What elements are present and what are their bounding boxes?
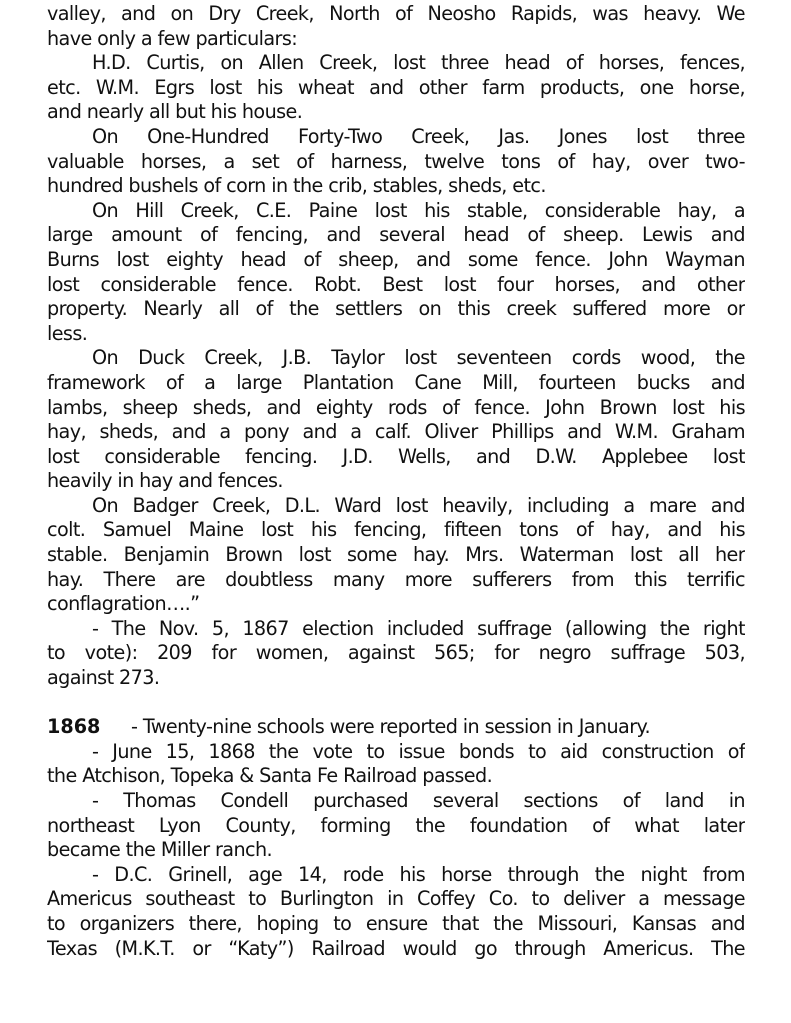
year-section-1868 bbox=[47, 715, 745, 961]
text-line: etc. W.M. Egrs lost his wheat and other farm products, one horse, bbox=[47, 75, 745, 99]
text-line: On Hill Creek, C.E. Paine lost his stable, considerable hay, a bbox=[92, 198, 745, 222]
text-line: H.D. Curtis, on Allen Creek, lost three head of horses, fences, bbox=[92, 51, 745, 75]
text-line: the Atchison, Topeka & Santa Fe Railroad passed. bbox=[47, 764, 493, 788]
paragraph bbox=[47, 617, 745, 691]
text-line: property. Nearly all of the settlers on this creek suffered more or bbox=[47, 297, 745, 321]
text-line: - June 15, 1868 the vote to issue bonds to aid construction of bbox=[92, 739, 745, 763]
text-line: large amount of fencing, and several head of sheep. Lewis and bbox=[47, 223, 745, 247]
paragraph bbox=[47, 494, 745, 617]
text-line: against 273. bbox=[47, 666, 160, 690]
text-line: stable. Benjamin Brown lost some hay. Mrs. Waterman lost all her bbox=[47, 543, 745, 567]
paragraph bbox=[47, 2, 745, 51]
text-line: Texas (M.K.T. or “Katy”) Railroad would go through Americus. The bbox=[47, 936, 745, 960]
text-line: less. bbox=[47, 321, 88, 345]
text-line: - Thomas Condell purchased several sections of land in bbox=[92, 789, 745, 812]
text-line: to vote): 209 for women, against 565; for negro suffrage 503, bbox=[47, 641, 745, 665]
document-page bbox=[47, 2, 745, 961]
text-line: framework of a large Plantation Cane Mill, fourteen bucks and bbox=[47, 370, 745, 394]
text-line: On Duck Creek, J.B. Taylor lost seventeen cords wood, the bbox=[92, 346, 745, 370]
text-line: - D.C. Grinell, age 14, rode his horse through the night from bbox=[92, 862, 745, 886]
year-first-entry: - Twenty-nine schools were reported in session in January. bbox=[131, 715, 651, 739]
paragraph bbox=[47, 51, 745, 125]
text-line: have only a few particulars: bbox=[47, 26, 298, 50]
text-line: valley, and on Dry Creek, North of Neosho Rapids, was heavy. We bbox=[47, 2, 745, 25]
text-line: became the Miller ranch. bbox=[47, 838, 273, 862]
text-line: lost considerable fence. Robt. Best lost four horses, and other bbox=[47, 272, 745, 296]
paragraph bbox=[47, 740, 745, 789]
text-line: On Badger Creek, D.L. Ward lost heavily, including a mare and bbox=[92, 493, 745, 517]
text-line: valuable horses, a set of harness, twelve tons of hay, over two- bbox=[47, 149, 745, 173]
text-line: to organizers there, hoping to ensure that the Missouri, Kansas and bbox=[47, 911, 745, 935]
paragraph bbox=[47, 789, 745, 863]
text-line: northeast Lyon County, forming the foundation of what later bbox=[47, 813, 745, 837]
text-line: heavily in hay and fences. bbox=[47, 469, 283, 493]
text-line: Americus southeast to Burlington in Coffey Co. to deliver a message bbox=[47, 887, 745, 911]
text-line: hundred bushels of corn in the crib, stables, sheds, etc. bbox=[47, 174, 546, 198]
text-line: lost considerable fencing. J.D. Wells, and D.W. Applebee lost bbox=[47, 444, 745, 468]
paragraph-spacer bbox=[47, 691, 745, 716]
paragraph bbox=[47, 199, 745, 347]
text-line: and nearly all but his house. bbox=[47, 100, 303, 124]
text-line: hay. There are doubtless many more sufferers from this terrific bbox=[47, 567, 745, 591]
year-heading: 1868 bbox=[47, 715, 101, 739]
paragraph bbox=[47, 125, 745, 199]
paragraph bbox=[47, 346, 745, 494]
text-line: lambs, sheep sheds, and eighty rods of fence. John Brown lost his bbox=[47, 395, 745, 419]
text-line: conflagration….” bbox=[47, 592, 200, 616]
text-line: hay, sheds, and a pony and a calf. Oliver Phillips and W.M. Graham bbox=[47, 420, 745, 444]
paragraph bbox=[47, 863, 745, 961]
text-line: colt. Samuel Maine lost his fencing, fifteen tons of hay, and his bbox=[47, 518, 745, 542]
text-line: Burns lost eighty head of sheep, and some fence. John Wayman bbox=[47, 247, 745, 271]
text-line: - The Nov. 5, 1867 election included suffrage (allowing the right bbox=[92, 616, 745, 640]
text-line: On One-Hundred Forty-Two Creek, Jas. Jones lost three bbox=[92, 124, 745, 148]
text-line bbox=[47, 715, 745, 740]
